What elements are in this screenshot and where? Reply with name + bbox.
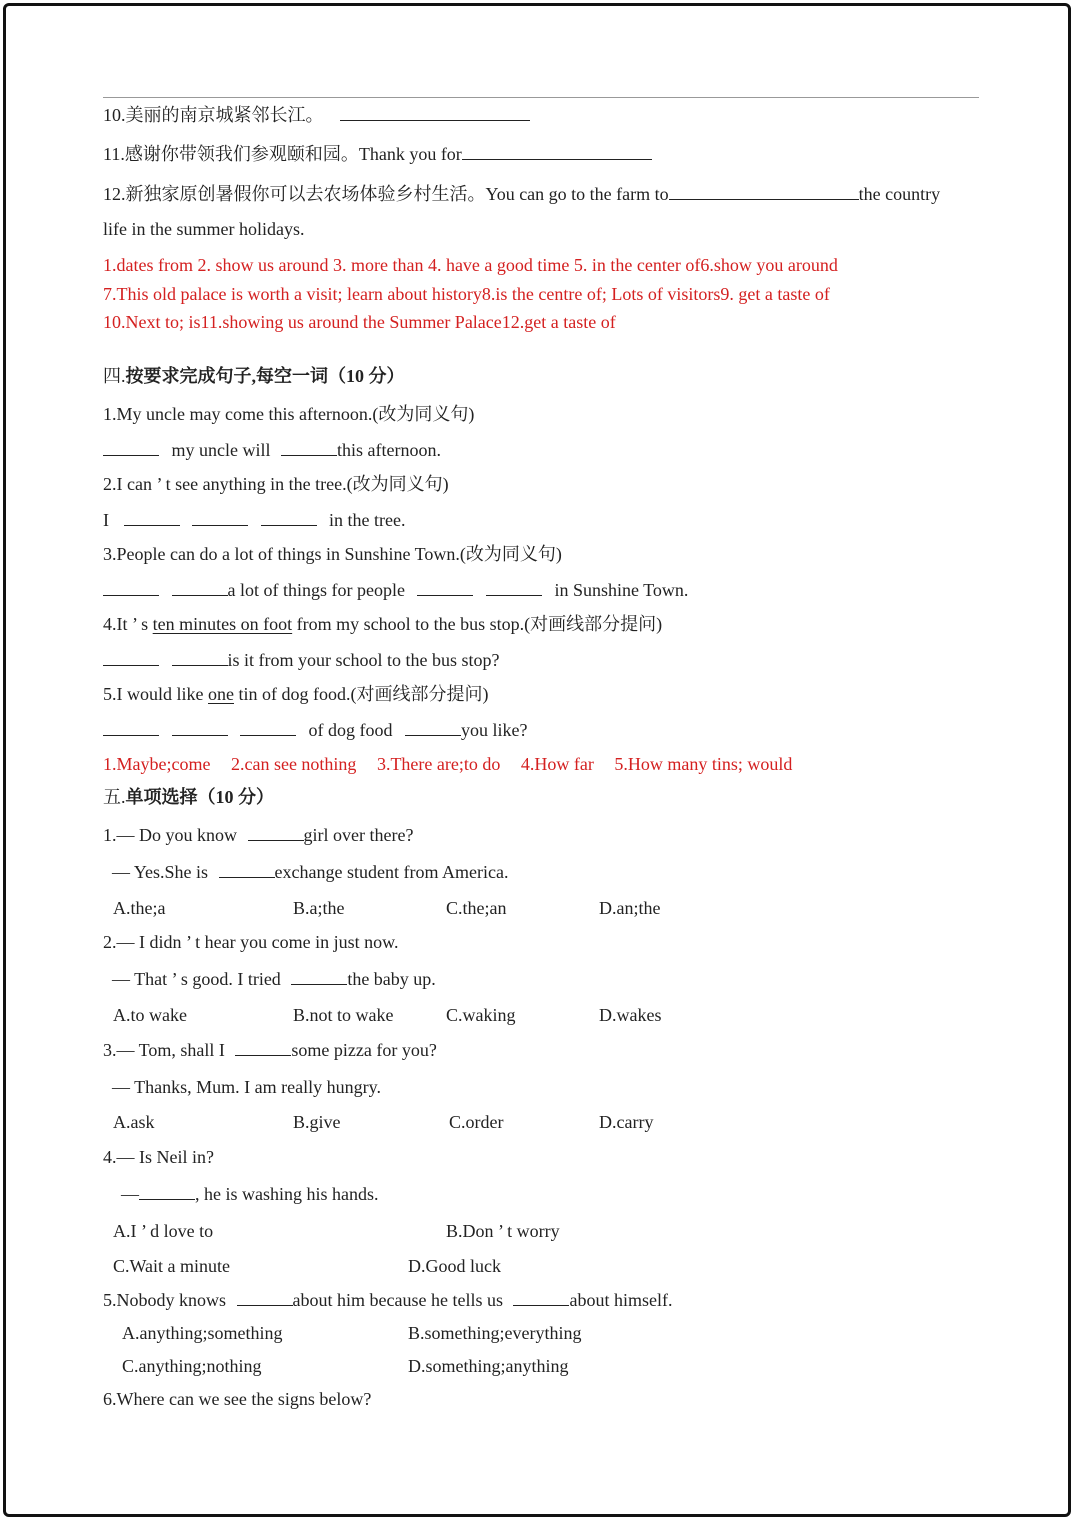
answer-blank[interactable] [139,1185,195,1200]
sec4-question-3: 3.People can do a lot of things in Sunshine Town.(改为同义句) [103,544,562,564]
sec4-question-4: 4.It ’ s ten minutes on foot from my school to the bus stop.(对画线部分提问) [103,614,663,634]
answer-blank[interactable] [103,651,159,666]
answer-blank[interactable] [192,511,248,526]
sec5-question-3-reply: — Thanks, Mum. I am really hungry. [112,1077,381,1097]
answer-blank[interactable] [172,721,228,736]
answer-blank[interactable] [235,1041,291,1056]
option-c[interactable]: C.order [449,1112,504,1132]
question-12-continued: life in the summer holidays. [103,219,305,239]
sec5-question-5: 5.Nobody knows about him because he tells us about himself. [103,1290,673,1310]
question-text: the country [858,184,941,204]
question-10 [103,106,530,124]
sec4-question-4-fill: is it from your school to the bus stop? [103,651,499,669]
option-b[interactable]: B.not to wake [293,1005,394,1025]
answer-blank[interactable] [417,581,473,596]
answer-key-line-3: 10.Next to; is11.showing us around the Summer Palace12.get a taste of [103,312,616,332]
answer-blank[interactable] [240,721,296,736]
section-4-heading: 四.按要求完成句子,每空一词（10 分） [103,366,405,386]
answer-blank[interactable] [172,651,228,666]
answer-blank[interactable] [103,721,159,736]
answer-blank[interactable] [669,185,859,200]
sec4-question-5-fill: of dog food you like? [103,721,527,739]
section-title: 单项选择（10 分） [125,787,274,807]
option-a[interactable]: A.I ’ d love to [113,1221,214,1241]
option-d[interactable]: D.wakes [599,1005,662,1025]
option-c[interactable]: C.Wait a minute [113,1256,231,1276]
option-d[interactable]: D.carry [599,1112,654,1132]
question-12 [103,185,940,203]
option-c[interactable]: C.the;an [446,898,507,918]
question-text: 11.感谢你带领我们参观颐和园。Thank you for [103,144,462,164]
option-d[interactable]: D.an;the [599,898,661,918]
sec4-question-1: 1.My uncle may come this afternoon.(改为同义句) [103,404,475,424]
top-divider [103,97,979,98]
answer-blank[interactable] [237,1291,293,1306]
sec5-question-2-reply: — That ’ s good. I tried the baby up. [112,969,436,989]
underlined-word: one [208,684,234,704]
sec5-question-6: 6.Where can we see the signs below? [103,1389,372,1409]
answer-blank[interactable] [172,581,228,596]
underlined-phrase: ten minutes on foot [152,614,293,634]
answer-blank[interactable] [103,581,159,596]
question-text: 12.新独家原创暑假你可以去农场体验乡村生活。You can go to the farm to [103,184,669,204]
option-b[interactable]: B.give [293,1112,341,1132]
option-b[interactable]: B.something;everything [408,1323,582,1343]
option-a[interactable]: A.ask [113,1112,155,1132]
answer-blank[interactable] [291,970,347,985]
option-b[interactable]: B.Don ’ t worry [446,1221,560,1241]
sec5-question-1: 1.— Do you know girl over there? [103,825,414,845]
question-text: 10.美丽的南京城紧邻长江。 [103,105,324,125]
option-c[interactable]: C.waking [446,1005,516,1025]
answer-blank[interactable] [219,863,275,878]
sec5-question-4: 4.— Is Neil in? [103,1147,214,1167]
option-c[interactable]: C.anything;nothing [122,1356,262,1376]
answer-blank[interactable] [340,106,530,121]
sec4-question-2: 2.I can ’ t see anything in the tree.(改为同义句) [103,474,449,494]
answer-key-line-1: 1.dates from 2. show us around 3. more than 4. have a good time 5. in the center of6.show you around [103,255,838,275]
option-a[interactable]: A.anything;something [122,1323,283,1343]
sec5-question-2: 2.— I didn ’ t hear you come in just now. [103,932,399,952]
answer-blank[interactable] [486,581,542,596]
option-b[interactable]: B.a;the [293,898,345,918]
question-11 [103,145,652,163]
option-a[interactable]: A.the;a [113,898,166,918]
option-d[interactable]: D.something;anything [408,1356,569,1376]
sec5-question-4-reply: — , he is washing his hands. [121,1184,379,1204]
option-d[interactable]: D.Good luck [408,1256,501,1276]
answer-blank[interactable] [405,721,461,736]
sec4-question-3-fill: a lot of things for people in Sunshine Town. [103,581,688,599]
answer-key-line-2: 7.This old palace is worth a visit; learn about history8.is the centre of; Lots of visitors9. get a taste of [103,284,830,304]
answer-blank[interactable] [261,511,317,526]
answer-blank[interactable] [281,441,337,456]
section-5-heading: 五.单项选择（10 分） [103,787,274,807]
section-title: 按要求完成句子,每空一词（10 分） [125,366,405,386]
sec5-question-1-reply: — Yes.She is exchange student from America. [112,862,509,882]
answer-blank[interactable] [248,826,304,841]
sec4-question-5: 5.I would like one tin of dog food.(对画线部分提问) [103,684,489,704]
option-a[interactable]: A.to wake [113,1005,187,1025]
sec5-question-3: 3.— Tom, shall I some pizza for you? [103,1040,437,1060]
answer-blank[interactable] [124,511,180,526]
answer-blank[interactable] [103,441,159,456]
sec4-question-1-fill: my uncle will this afternoon. [103,441,441,459]
answer-blank[interactable] [513,1291,569,1306]
answer-blank[interactable] [462,145,652,160]
sec4-answer-key: 1.Maybe;come 2.can see nothing 3.There are;to do 4.How far 5.How many tins; would [103,754,793,774]
sec4-question-2-fill: I in the tree. [103,510,406,530]
